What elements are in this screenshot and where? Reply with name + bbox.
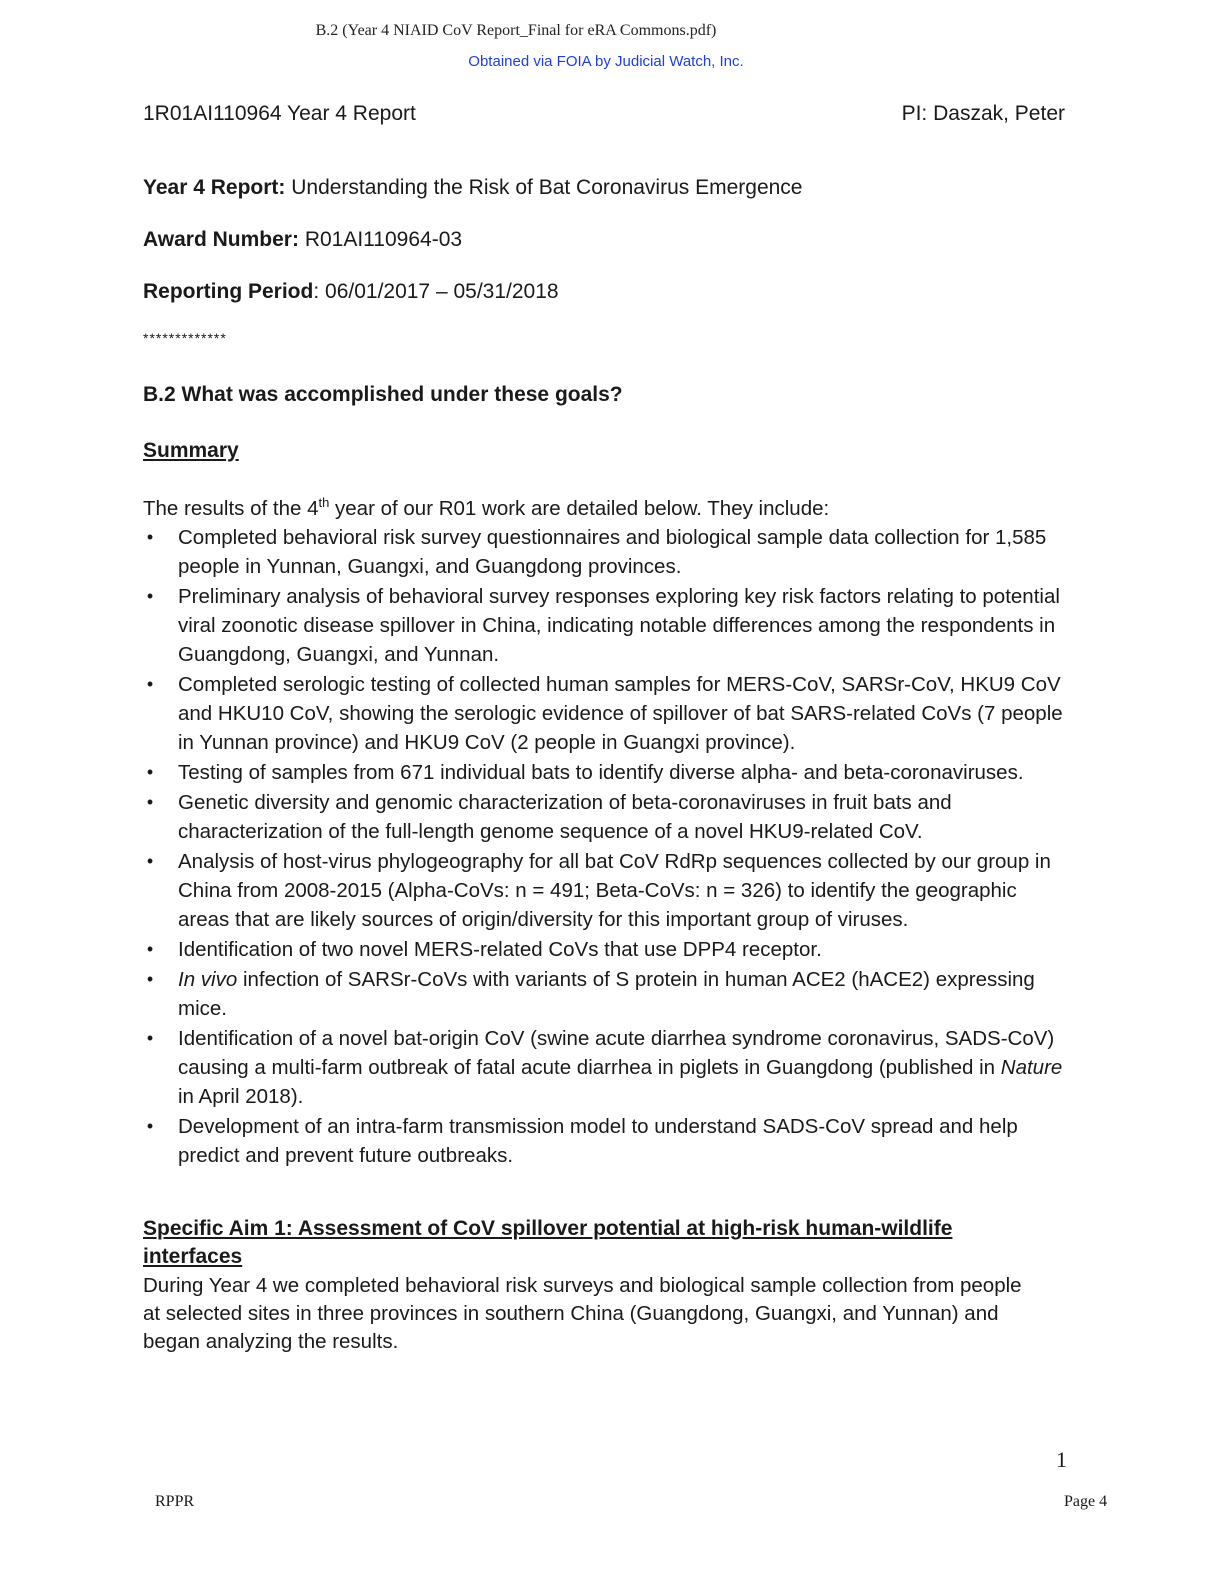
separator: ************* [143,330,227,346]
bullet-icon: • [146,1028,154,1048]
report-title [143,176,803,200]
file-title: B.2 (Year 4 NIAID CoV Report_Final for eRA Commons.pdf) [315,22,717,39]
award-number-value: R01AI110964-03 [298,228,463,251]
bullet-icon: • [146,762,154,782]
list-item-text: Identification of two novel MERS-related CoVs that use DPP4 receptor. [178,938,822,961]
intro-superscript: th [318,495,330,510]
footer-right: Page 4 [1064,1493,1108,1510]
intro-text-end: year of our R01 work are detailed below. They include: [329,496,830,520]
list-item [143,788,1073,846]
journal-name: Nature [1000,1056,1063,1079]
list-item [143,670,1073,757]
list-item [143,582,1073,669]
footer-left: RPPR [155,1493,195,1510]
bullet-icon: • [146,939,154,959]
report-title-label: Year 4 Report: [143,176,286,199]
list-item-text: Completed behavioral risk survey questionnaires and biological sample data collection for 1,585 people in Yunnan, Guangxi, and Guangdong provinces. [178,526,1047,578]
list-item [143,935,1073,964]
list-item [143,758,1073,787]
award-number-label: Award Number: [143,228,299,251]
summary-heading: Summary [143,439,239,462]
list-item [143,1024,1073,1111]
results-list [143,523,1073,1171]
bullet-icon: • [146,674,154,694]
aim1-heading: Specific Aim 1: Assessment of CoV spillover potential at high-risk human-wildlife interfaces [143,1217,953,1268]
reporting-period-value: : 06/01/2017 – 05/31/2018 [313,280,559,303]
list-item-text: Genetic diversity and genomic characterization of beta-coronaviruses in fruit bats and characterization of the full-length genome sequence of a novel HKU9-related CoV. [178,791,952,843]
aim1-body: During Year 4 we completed behavioral risk surveys and biological sample collection from people at selected sites in three provinces in southern China (Guangdong, Guangxi, and Yunnan) and began analyzing the results. [143,1274,1022,1353]
report-title-value: Understanding the Risk of Bat Coronavirus Emergence [285,176,803,199]
list-item-text-end: in April 2018). [178,1085,304,1108]
bullet-icon: • [146,969,154,989]
list-item [143,847,1073,934]
bullet-icon: • [146,586,154,606]
intro-text-start: The results of the 4 [143,496,319,520]
list-item-text: Testing of samples from 671 individual bats to identify diverse alpha- and beta-coronaviruses. [178,761,1024,784]
italic-term: In vivo [178,968,238,991]
bullet-icon: • [146,851,154,871]
reporting-period [143,280,559,304]
list-item-text: Preliminary analysis of behavioral survey responses exploring key risk factors relating to potential viral zoonotic disease spillover in China, indicating notable differences among the respondents in Guangdong, Guangxi, and Yunnan. [178,585,1060,666]
list-item [143,523,1073,581]
list-item [143,1112,1073,1170]
grant-header: 1R01AI110964 Year 4 Report [143,102,416,125]
page-number: 1 [1056,1447,1067,1472]
bullet-icon: • [146,792,154,812]
reporting-period-label: Reporting Period [143,280,314,303]
award-number [143,228,462,252]
list-item-text: infection of SARSr-CoVs with variants of S protein in human ACE2 (hACE2) expressing mice. [178,968,1035,1020]
bullet-icon: • [146,527,154,547]
section-heading: B.2 What was accomplished under these goals? [143,383,623,406]
summary-intro [143,495,829,521]
list-item-text: Identification of a novel bat-origin CoV (swine acute diarrhea syndrome coronavirus, SADS-CoV) causing a multi-farm outbreak of fatal acute diarrhea in piglets in Guangdong (published in [178,1027,1055,1079]
list-item-text: Completed serologic testing of collected human samples for MERS-CoV, SARSr-CoV, HKU9 CoV and HKU10 CoV, showing the serologic evidence of spillover of bat SARS-related CoVs (7 people in Yunnan province) and HKU9 CoV (2 people in Guangxi province). [178,673,1063,754]
list-item [143,965,1073,1023]
pi-header: PI: Daszak, Peter [901,102,1065,125]
list-item-text: Analysis of host-virus phylogeography for all bat CoV RdRp sequences collected by our group in China from 2008-2015 (Alpha-CoVs: n = 491; Beta-CoVs: n = 326) to identify the geographic areas that are likely sources of origin/diversity for this important group of viruses. [178,850,1051,931]
bullet-icon: • [146,1116,154,1136]
foia-stamp: Obtained via FOIA by Judicial Watch, Inc. [468,53,744,70]
list-item-text: Development of an intra-farm transmission model to understand SADS-CoV spread and help predict and prevent future outbreaks. [178,1115,1018,1167]
